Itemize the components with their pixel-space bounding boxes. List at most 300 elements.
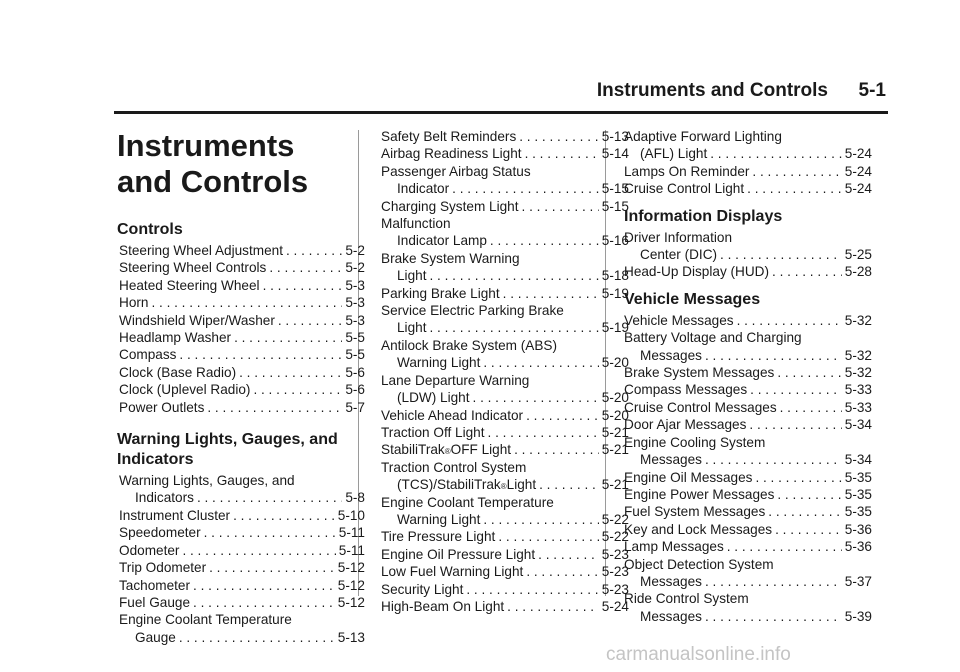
toc-entry xyxy=(381,441,629,458)
toc-entry-label: Engine Coolant Temperature xyxy=(381,494,554,510)
toc-entry xyxy=(117,364,365,381)
toc-page-ref: 5-33 xyxy=(844,399,872,415)
toc-page-ref: 5-11 xyxy=(338,542,365,558)
toc-entry-label: Headlamp Washer xyxy=(119,330,232,346)
dot-leader xyxy=(747,180,842,197)
dot-leader xyxy=(452,180,599,197)
toc-entry-label: Instrument Cluster xyxy=(119,507,231,523)
toc-list-warning-end xyxy=(624,128,872,198)
toc-entry-row xyxy=(381,285,629,302)
toc-entry xyxy=(381,163,629,198)
toc-entry-label xyxy=(624,229,872,246)
toc-entry-row xyxy=(624,573,872,590)
dot-leader xyxy=(286,242,342,259)
toc-entry-row xyxy=(119,507,365,524)
toc-entry-label: Indicator Lamp xyxy=(397,233,487,249)
toc-entry-label: (TCS)/StabiliTrak xyxy=(397,477,501,493)
toc-page-ref: 5-6 xyxy=(345,364,365,380)
toc-entry-row xyxy=(624,538,872,555)
toc-page-ref: 5-35 xyxy=(844,469,872,485)
toc-column-2 xyxy=(381,128,629,615)
toc-entry-row xyxy=(381,407,629,424)
dot-leader xyxy=(519,128,599,145)
toc-entry xyxy=(381,302,629,337)
toc-entry-label xyxy=(381,215,629,232)
toc-entry-row xyxy=(119,629,365,646)
toc-page-ref: 5-34 xyxy=(844,452,872,468)
toc-entry-row xyxy=(381,528,629,545)
toc-entry xyxy=(624,312,872,329)
dot-leader xyxy=(705,347,842,364)
toc-page-ref: 5-19 xyxy=(601,320,629,336)
toc-entry xyxy=(624,381,872,398)
toc-entry-label: Windshield Wiper/Washer xyxy=(119,312,275,328)
toc-entry-row xyxy=(381,128,629,145)
toc-entry-label: Driver Information xyxy=(624,229,733,245)
toc-entry-label: Messages xyxy=(640,452,702,468)
toc-list-controls xyxy=(117,242,365,416)
toc-entry-label: Traction Control System xyxy=(381,459,527,475)
toc-entry-label: Object Detection System xyxy=(624,556,774,572)
toc-page-ref: 5-12 xyxy=(337,577,365,593)
toc-list-warning xyxy=(117,472,365,646)
toc-entry-label: (AFL) Light xyxy=(640,146,708,162)
toc-entry-row xyxy=(119,489,365,506)
toc-entry xyxy=(117,399,365,416)
toc-entry-row xyxy=(119,381,365,398)
toc-entry xyxy=(117,507,365,524)
dot-leader xyxy=(705,573,842,590)
toc-page-ref: 5-22 xyxy=(601,529,629,545)
toc-column-3 xyxy=(624,128,872,625)
dot-leader xyxy=(777,486,841,503)
dot-leader xyxy=(263,277,343,294)
toc-entry-row xyxy=(381,180,629,197)
toc-entry-label: Power Outlets xyxy=(119,399,205,415)
toc-entry xyxy=(117,277,365,294)
dot-leader xyxy=(429,267,598,284)
toc-entry-label: Tachometer xyxy=(119,577,191,593)
toc-entry-label: Horn xyxy=(119,295,149,311)
toc-entry-row xyxy=(381,145,629,162)
toc-entry-row xyxy=(119,594,365,611)
toc-entry xyxy=(381,215,629,250)
dot-leader xyxy=(538,546,599,563)
toc-entry-row xyxy=(119,277,365,294)
toc-entry-label: Service Electric Parking Brake xyxy=(381,303,564,319)
toc-entry-label: Vehicle Ahead Indicator xyxy=(381,407,524,423)
toc-entry-row xyxy=(381,354,629,371)
toc-entry-label xyxy=(624,329,872,346)
toc-entry-row xyxy=(624,608,872,625)
toc-page-ref: 5-19 xyxy=(601,285,629,301)
toc-column-1 xyxy=(117,128,365,646)
toc-entry xyxy=(624,503,872,520)
toc-entry-label xyxy=(381,494,629,511)
toc-entry-row xyxy=(381,198,629,215)
toc-entry-label xyxy=(624,434,872,451)
dot-leader xyxy=(727,538,842,555)
dot-leader xyxy=(755,469,841,486)
toc-entry-row xyxy=(119,242,365,259)
toc-entry xyxy=(117,312,365,329)
header-rule xyxy=(114,111,888,114)
toc-entry-label: Odometer xyxy=(119,542,180,558)
toc-entry-label: Warning Light xyxy=(397,355,481,371)
dot-leader xyxy=(772,263,842,280)
toc-entry xyxy=(117,577,365,594)
toc-page-ref: 5-32 xyxy=(844,312,872,328)
dot-leader xyxy=(720,246,842,263)
dot-leader xyxy=(498,528,598,545)
dot-leader xyxy=(777,364,841,381)
toc-page-ref: 5-20 xyxy=(601,390,629,406)
toc-entry xyxy=(624,469,872,486)
dot-leader xyxy=(488,424,599,441)
toc-entry-label: Speedometer xyxy=(119,525,201,541)
toc-entry xyxy=(381,581,629,598)
toc-entry xyxy=(117,594,365,611)
toc-entry-label: Charging System Light xyxy=(381,198,519,214)
toc-entry-label xyxy=(381,337,629,354)
toc-entry-row xyxy=(119,399,365,416)
toc-entry-label: Ride Control System xyxy=(624,591,749,607)
section-heading-info: Information Displays xyxy=(624,207,783,225)
toc-page-ref: 5-3 xyxy=(345,295,365,311)
toc-entry-row xyxy=(624,145,872,162)
toc-page-ref: 5-14 xyxy=(601,146,629,162)
toc-entry-label: Light xyxy=(397,320,427,336)
dot-leader xyxy=(705,451,842,468)
toc-entry-label: Lane Departure Warning xyxy=(381,372,530,388)
toc-page-ref: 5-15 xyxy=(601,181,629,197)
toc-entry-label: Door Ajar Messages xyxy=(624,417,747,433)
dot-leader xyxy=(429,319,598,336)
dot-leader xyxy=(473,389,599,406)
dot-leader xyxy=(526,563,598,580)
toc-page-ref: 5-21 xyxy=(601,442,629,458)
toc-entry-row xyxy=(381,389,629,406)
toc-entry-label: Malfunction xyxy=(381,216,451,232)
toc-entry-label: Fuel Gauge xyxy=(119,594,191,610)
toc-entry-row xyxy=(381,546,629,563)
toc-entry xyxy=(624,556,872,591)
dot-leader xyxy=(522,198,599,215)
toc-entry-label: Compass xyxy=(119,347,177,363)
toc-entry-row xyxy=(119,259,365,276)
toc-entry-label: Heated Steering Wheel xyxy=(119,277,260,293)
dot-leader xyxy=(490,232,599,249)
toc-entry-row xyxy=(381,598,629,615)
dot-leader xyxy=(269,259,342,276)
dot-leader xyxy=(197,489,342,506)
toc-page-ref: 5-36 xyxy=(844,539,872,555)
toc-entry-row xyxy=(381,581,629,598)
toc-entry xyxy=(624,590,872,625)
toc-entry-row xyxy=(624,347,872,364)
toc-entry-row xyxy=(119,577,365,594)
dot-leader xyxy=(466,581,598,598)
toc-entry xyxy=(624,364,872,381)
toc-page-ref: 5-5 xyxy=(345,330,365,346)
dot-leader xyxy=(209,559,335,576)
toc-page-ref: 5-16 xyxy=(601,233,629,249)
toc-entry xyxy=(624,329,872,364)
dot-leader xyxy=(503,285,599,302)
toc-entry-row xyxy=(624,416,872,433)
toc-entry-row xyxy=(624,399,872,416)
toc-entry xyxy=(117,524,365,541)
toc-page-ref: 5-35 xyxy=(844,486,872,502)
dot-leader xyxy=(710,145,842,162)
toc-entry-label: Center (DIC) xyxy=(640,247,718,263)
toc-entry-label: Key and Lock Messages xyxy=(624,521,773,537)
toc-entry-label xyxy=(381,163,629,180)
toc-entry-row xyxy=(624,312,872,329)
toc-entry-row xyxy=(119,294,365,311)
dot-leader xyxy=(749,416,841,433)
toc-entry xyxy=(117,559,365,576)
toc-entry-label: OFF Light xyxy=(450,442,512,458)
toc-page-ref: 5-7 xyxy=(345,399,365,415)
toc-page-ref: 5-22 xyxy=(601,511,629,527)
toc-entry-row xyxy=(119,542,365,559)
toc-entry xyxy=(117,381,365,398)
toc-page-ref: 5-20 xyxy=(601,355,629,371)
toc-entry-label: (LDW) Light xyxy=(397,390,470,406)
toc-page-ref: 5-37 xyxy=(844,573,872,589)
toc-page-ref: 5-13 xyxy=(337,629,365,645)
toc-entry-label: Steering Wheel Adjustment xyxy=(119,243,283,258)
toc-entry-label: Fuel System Messages xyxy=(624,504,766,520)
section-heading-warning: Warning Lights, Gauges, and Indicators xyxy=(117,431,338,469)
toc-page-ref: 5-20 xyxy=(601,407,629,423)
toc-entry xyxy=(381,494,629,529)
toc-entry xyxy=(381,407,629,424)
toc-page-ref: 5-5 xyxy=(345,347,365,363)
dot-leader xyxy=(507,598,599,615)
dot-leader xyxy=(253,381,342,398)
toc-entry-label xyxy=(119,611,365,628)
section-heading-controls: Controls xyxy=(117,221,183,238)
toc-entry-row xyxy=(381,267,629,284)
toc-entry xyxy=(381,128,629,145)
toc-entry-label: Traction Off Light xyxy=(381,424,485,440)
dot-leader xyxy=(278,312,342,329)
toc-entry-row xyxy=(119,329,365,346)
toc-entry-label: Indicator xyxy=(397,181,450,197)
toc-page-ref: 5-32 xyxy=(844,347,872,363)
dot-leader xyxy=(526,407,599,424)
toc-entry-label: Passenger Airbag Status xyxy=(381,163,531,179)
toc-page-ref: 5-2 xyxy=(345,243,365,258)
toc-entry xyxy=(117,542,365,559)
toc-entry-label: Brake System Warning xyxy=(381,250,520,266)
toc-entry-label xyxy=(624,128,872,145)
chapter-title: Instruments and Controls xyxy=(117,128,309,199)
toc-entry-row xyxy=(624,451,872,468)
toc-page-ref: 5-21 xyxy=(601,477,629,493)
toc-page-ref: 5-36 xyxy=(844,521,872,537)
toc-entry-row xyxy=(624,163,872,180)
toc-entry-label: Antilock Brake System (ABS) xyxy=(381,337,558,353)
toc-page-ref: 5-24 xyxy=(601,598,629,614)
toc-entry xyxy=(624,180,872,197)
toc-entry-row xyxy=(381,319,629,336)
page-number: 5-1 xyxy=(858,80,886,101)
toc-page-ref: 5-18 xyxy=(601,268,629,284)
toc-page-ref: 5-12 xyxy=(337,560,365,576)
toc-entry-label: Brake System Messages xyxy=(624,365,775,381)
toc-entry-label: Lamps On Reminder xyxy=(624,163,750,179)
toc-entry xyxy=(117,329,365,346)
dot-leader xyxy=(768,503,842,520)
dot-leader xyxy=(483,511,598,528)
toc-entry xyxy=(381,250,629,285)
toc-entry xyxy=(624,538,872,555)
toc-page-ref: 5-28 xyxy=(844,264,872,280)
toc-entry-label: StabiliTrak xyxy=(381,442,445,458)
toc-entry-label: Light xyxy=(506,477,537,493)
dot-leader xyxy=(179,346,342,363)
toc-entry-label: Trip Odometer xyxy=(119,560,207,576)
toc-page-ref: 5-24 xyxy=(844,146,872,162)
toc-entry-label: Parking Brake Light xyxy=(381,285,500,301)
toc-entry-label xyxy=(381,302,629,319)
toc-entry xyxy=(381,528,629,545)
toc-entry-label xyxy=(119,472,365,489)
dot-leader xyxy=(151,294,342,311)
toc-page-ref: 5-3 xyxy=(345,312,365,328)
dot-leader xyxy=(182,542,335,559)
toc-entry xyxy=(381,546,629,563)
toc-entry-label: Low Fuel Warning Light xyxy=(381,564,524,580)
toc-entry-row: StabiliTrak ® OFF Light . . . 5-21 xyxy=(381,441,629,458)
toc-entry-label: Engine Oil Messages xyxy=(624,469,753,485)
toc-entry xyxy=(117,346,365,363)
toc-entry-row xyxy=(624,180,872,197)
toc-entry-label: Safety Belt Reminders xyxy=(381,129,517,144)
dot-leader xyxy=(737,312,842,329)
toc-entry-row xyxy=(624,381,872,398)
toc-entry xyxy=(624,434,872,469)
toc-entry xyxy=(381,598,629,615)
toc-entry-row xyxy=(119,524,365,541)
toc-entry xyxy=(381,337,629,372)
toc-entry xyxy=(381,372,629,407)
dot-leader xyxy=(179,629,335,646)
toc-entry-label: Warning Light xyxy=(397,511,481,527)
toc-entry-label: Messages xyxy=(640,608,702,624)
toc-entry-label: Head-Up Display (HUD) xyxy=(624,264,770,280)
toc-entry xyxy=(117,294,365,311)
toc-entry-label: Engine Power Messages xyxy=(624,486,775,502)
toc-entry-label xyxy=(624,556,872,573)
toc-entry-row xyxy=(624,486,872,503)
toc-page-ref: 5-2 xyxy=(345,260,365,276)
toc-page-ref: 5-24 xyxy=(844,163,872,179)
toc-entry-label: Lamp Messages xyxy=(624,539,724,555)
toc-entry-label: Battery Voltage and Charging xyxy=(624,330,802,346)
toc-entry-row xyxy=(624,521,872,538)
toc-entry-label: Vehicle Messages xyxy=(624,312,734,328)
toc-entry-row xyxy=(381,424,629,441)
dot-leader xyxy=(233,507,335,524)
toc-page-ref: 5-15 xyxy=(601,198,629,214)
watermark: carmanualsonline.info xyxy=(606,644,791,665)
toc-entry-label: Light xyxy=(397,268,427,284)
dot-leader xyxy=(514,441,599,458)
toc-entry xyxy=(624,263,872,280)
toc-entry xyxy=(624,399,872,416)
toc-entry-row xyxy=(624,503,872,520)
dot-leader xyxy=(204,524,336,541)
toc-entry-row xyxy=(119,312,365,329)
toc-entry-label: Steering Wheel Controls xyxy=(119,260,267,276)
toc-entry xyxy=(381,145,629,162)
toc-page-ref: 5-39 xyxy=(844,608,872,624)
toc-entry-label xyxy=(381,250,629,267)
toc-entry-row xyxy=(381,232,629,249)
toc-list-warning-continued xyxy=(381,128,629,615)
toc-entry-label: Gauge xyxy=(135,629,176,645)
toc-entry xyxy=(117,472,365,507)
toc-entry-row xyxy=(624,246,872,263)
toc-page-ref: 5-12 xyxy=(337,594,365,610)
toc-entry xyxy=(624,486,872,503)
toc-entry xyxy=(381,424,629,441)
header-title: Instruments and Controls xyxy=(596,80,828,101)
dot-leader xyxy=(780,399,842,416)
toc-entry xyxy=(624,229,872,264)
toc-entry-row xyxy=(119,364,365,381)
toc-entry-row xyxy=(119,346,365,363)
toc-entry xyxy=(117,611,365,646)
toc-page-ref: 5-23 xyxy=(601,564,629,580)
dot-leader xyxy=(483,354,598,371)
toc-entry xyxy=(381,459,629,494)
toc-entry-row: (TCS)/StabiliTrak ® Light . . . 5-21 xyxy=(381,476,629,493)
toc-entry-label: Airbag Readiness Light xyxy=(381,146,522,162)
toc-entry-label: Indicators xyxy=(135,490,194,506)
dot-leader xyxy=(539,476,599,493)
toc-entry xyxy=(624,163,872,180)
toc-entry-label: Clock (Uplevel Radio) xyxy=(119,382,251,398)
toc-entry-label: Clock (Base Radio) xyxy=(119,364,237,380)
toc-entry xyxy=(624,128,872,163)
toc-entry-row xyxy=(119,559,365,576)
dot-leader xyxy=(752,163,841,180)
toc-page-ref: 5-33 xyxy=(844,382,872,398)
toc-page-ref: 5-32 xyxy=(844,365,872,381)
toc-entry-row xyxy=(624,469,872,486)
toc-entry-label: Cruise Control Light xyxy=(624,181,745,197)
toc-entry-label: Engine Cooling System xyxy=(624,434,766,450)
toc-entry-row xyxy=(381,511,629,528)
toc-page-ref: 5-25 xyxy=(844,247,872,263)
dot-leader xyxy=(193,594,335,611)
toc-page-ref: 5-24 xyxy=(844,181,872,197)
dot-leader xyxy=(193,577,335,594)
toc-entry-label xyxy=(381,459,629,476)
section-heading-vehicle: Vehicle Messages xyxy=(624,290,761,308)
toc-page-ref: 5-8 xyxy=(345,490,365,506)
toc-entry xyxy=(381,198,629,215)
toc-entry-label: Messages xyxy=(640,347,702,363)
toc-page-ref: 5-23 xyxy=(601,546,629,562)
toc-entry-row xyxy=(381,563,629,580)
toc-page-ref: 5-3 xyxy=(345,277,365,293)
